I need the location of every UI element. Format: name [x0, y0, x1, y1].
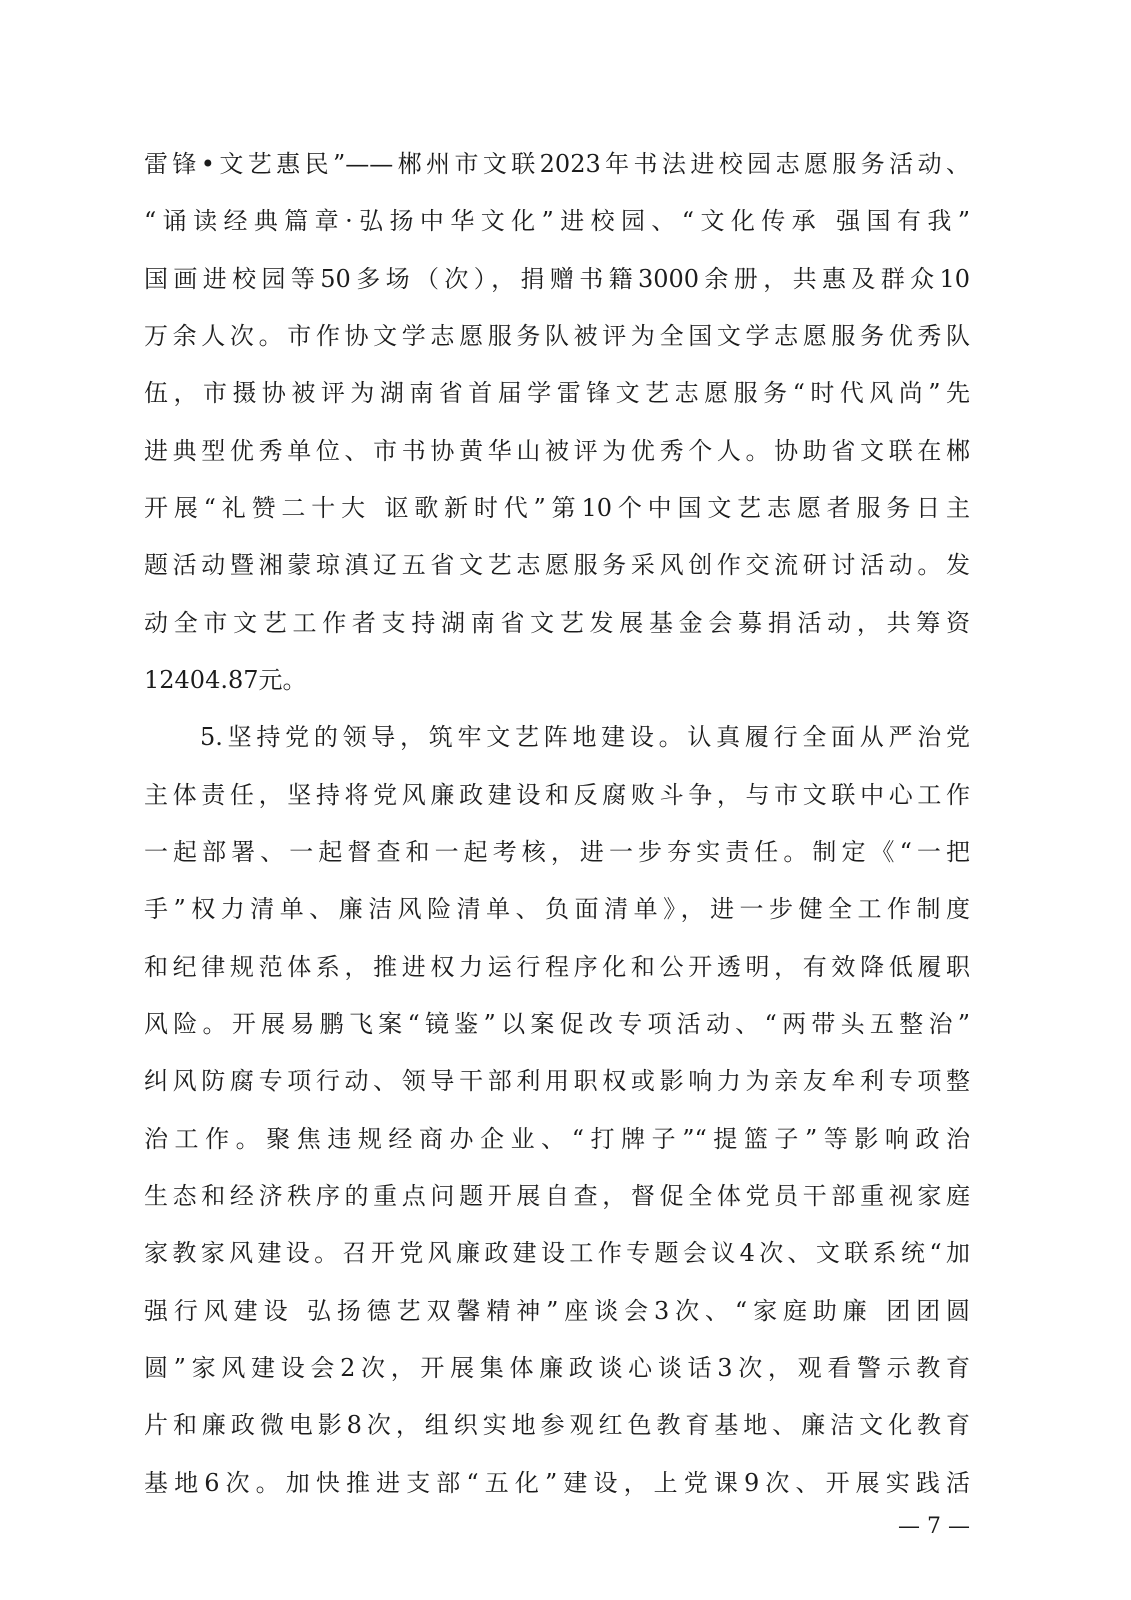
text-line: 动全市文艺工作者支持湖南省文艺发展基金会募捐活动，共筹资: [144, 609, 970, 637]
text-line: 国画进校园等50多场（次），捐赠书籍3000余册，共惠及群众10: [144, 265, 970, 293]
text-line: 5.坚持党的领导，筑牢文艺阵地建设。认真履行全面从严治党: [200, 723, 970, 751]
text-line: 强行风建设 弘扬德艺双馨精神”座谈会3次、“家庭助廉 团团圆: [144, 1297, 970, 1325]
text-line: 生态和经济秩序的重点问题开展自查，督促全体党员干部重视家庭: [144, 1182, 970, 1210]
text-line: 治工作。聚焦违规经商办企业、“打牌子”“提篮子”等影响政治: [144, 1125, 970, 1153]
text-line: 圆”家风建设会2次，开展集体廉政谈心谈话3次，观看警示教育: [144, 1354, 970, 1382]
text-line: 和纪律规范体系，推进权力运行程序化和公开透明，有效降低履职: [144, 953, 970, 981]
text-line: 一起部署、一起督查和一起考核，进一步夯实责任。制定《“一把: [144, 838, 970, 866]
text-line: 12404.87元。: [144, 666, 307, 694]
text-line: 家教家风建设。召开党风廉政建设工作专题会议4次、文联系统“加: [144, 1239, 970, 1267]
text-line: 进典型优秀单位、市书协黄华山被评为优秀个人。协助省文联在郴: [144, 437, 970, 465]
text-line: 伍，市摄协被评为湖南省首届学雷锋文艺志愿服务“时代风尚”先: [144, 379, 970, 407]
text-line: 手”权力清单、廉洁风险清单、负面清单》，进一步健全工作制度: [144, 895, 970, 923]
text-line: 纠风防腐专项行动、领导干部利用职权或影响力为亲友牟利专项整: [144, 1067, 970, 1095]
text-line: 主体责任，坚持将党风廉政建设和反腐败斗争，与市文联中心工作: [144, 781, 970, 809]
text-line: 题活动暨湘蒙琼滇辽五省文艺志愿服务采风创作交流研讨活动。发: [144, 551, 970, 579]
text-line: 基地6次。加快推进支部“五化”建设，上党课9次、开展实践活: [144, 1469, 970, 1497]
text-line: 开展“礼赞二十大 讴歌新时代”第10个中国文艺志愿者服务日主: [144, 494, 970, 522]
page-number: — 7 —: [898, 1514, 970, 1539]
text-line: “诵读经典篇章·弘扬中华文化”进校园、“文化传承 强国有我”: [144, 207, 970, 235]
text-line: 万余人次。市作协文学志愿服务队被评为全国文学志愿服务优秀队: [144, 322, 970, 350]
text-line: 片和廉政微电影8次，组织实地参观红色教育基地、廉洁文化教育: [144, 1411, 970, 1439]
text-line: 雷锋•文艺惠民”——郴州市文联2023年书法进校园志愿服务活动、: [144, 150, 970, 178]
text-line: 风险。开展易鹏飞案“镜鉴”以案促改专项活动、“两带头五整治”: [144, 1010, 970, 1038]
